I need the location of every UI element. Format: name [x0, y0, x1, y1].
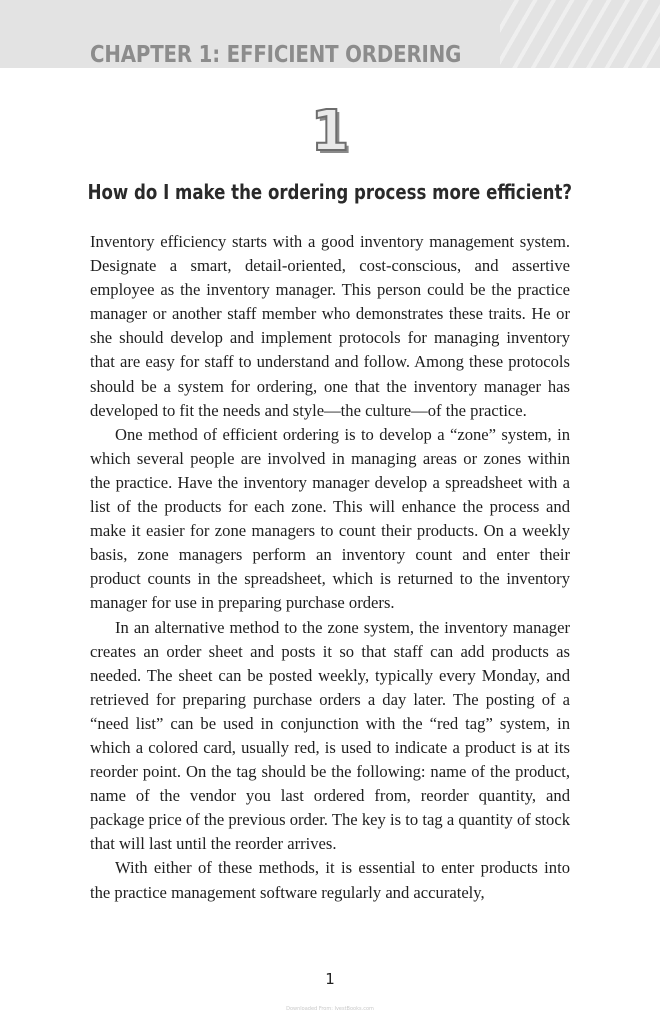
paragraph-4: With either of these methods, it is essential to enter products into the practice management software regularly and accurately, [90, 858, 570, 902]
section-question-heading [0, 180, 660, 204]
paragraph-3: In an alternative method to the zone system, the inventory manager creates an order sheet and posts it so that staff can add products as needed. The sheet can be posted weekly, typically every Monday, and retrieved for preparing purchase orders a day later. The posting of a “need list” can be used in conjunction with the “red tag” system, in which a colored card, usually red, is used to indicate a product is at its reorder point. On the tag should be the following: name of the product, name of the vendor you last ordered from, reorder quantity, and package price of the previous order. The key is to tag a quantity of stock that will last until the reorder arrives. [90, 617, 570, 854]
chapter-title: CHAPTER 1: EFFICIENT ORDERING [90, 42, 462, 68]
chapter-number: 1 [310, 99, 350, 164]
paragraph-2: One method of efficient ordering is to develop a “zone” system, in which several people are involved in managing areas or zones within the practice. Have the inventory manager develop a spreadsheet with a list of the products for each zone. This will enhance the process and make it easier for zone managers to count their products. On a weekly basis, zone managers perform an inventory count and enter their product counts in the spreadsheet, which is returned to the inventory manager for use in preparing purchase orders. [90, 424, 570, 613]
body-text [90, 230, 570, 905]
paragraph-1: Inventory efficiency starts with a good inventory management system. Designate a smart, detail-oriented, cost-conscious, and assertive employee as the inventory manager. This person could be the practice manager or another staff member who demonstrates these traits. He or she should develop and implement protocols for managing inventory that are easy for staff to understand and follow. Among these protocols should be a system for ordering, one that the inventory manager has developed to fit the needs and style—the culture—of the practice. [90, 232, 570, 420]
question-heading-text: How do I make the ordering process more efficient? [87, 180, 573, 204]
footer-watermark: Downloaded From: IvestBooks.com [286, 1006, 374, 1012]
page-number: 1 [325, 970, 335, 988]
header-stripe-decoration [500, 0, 660, 68]
